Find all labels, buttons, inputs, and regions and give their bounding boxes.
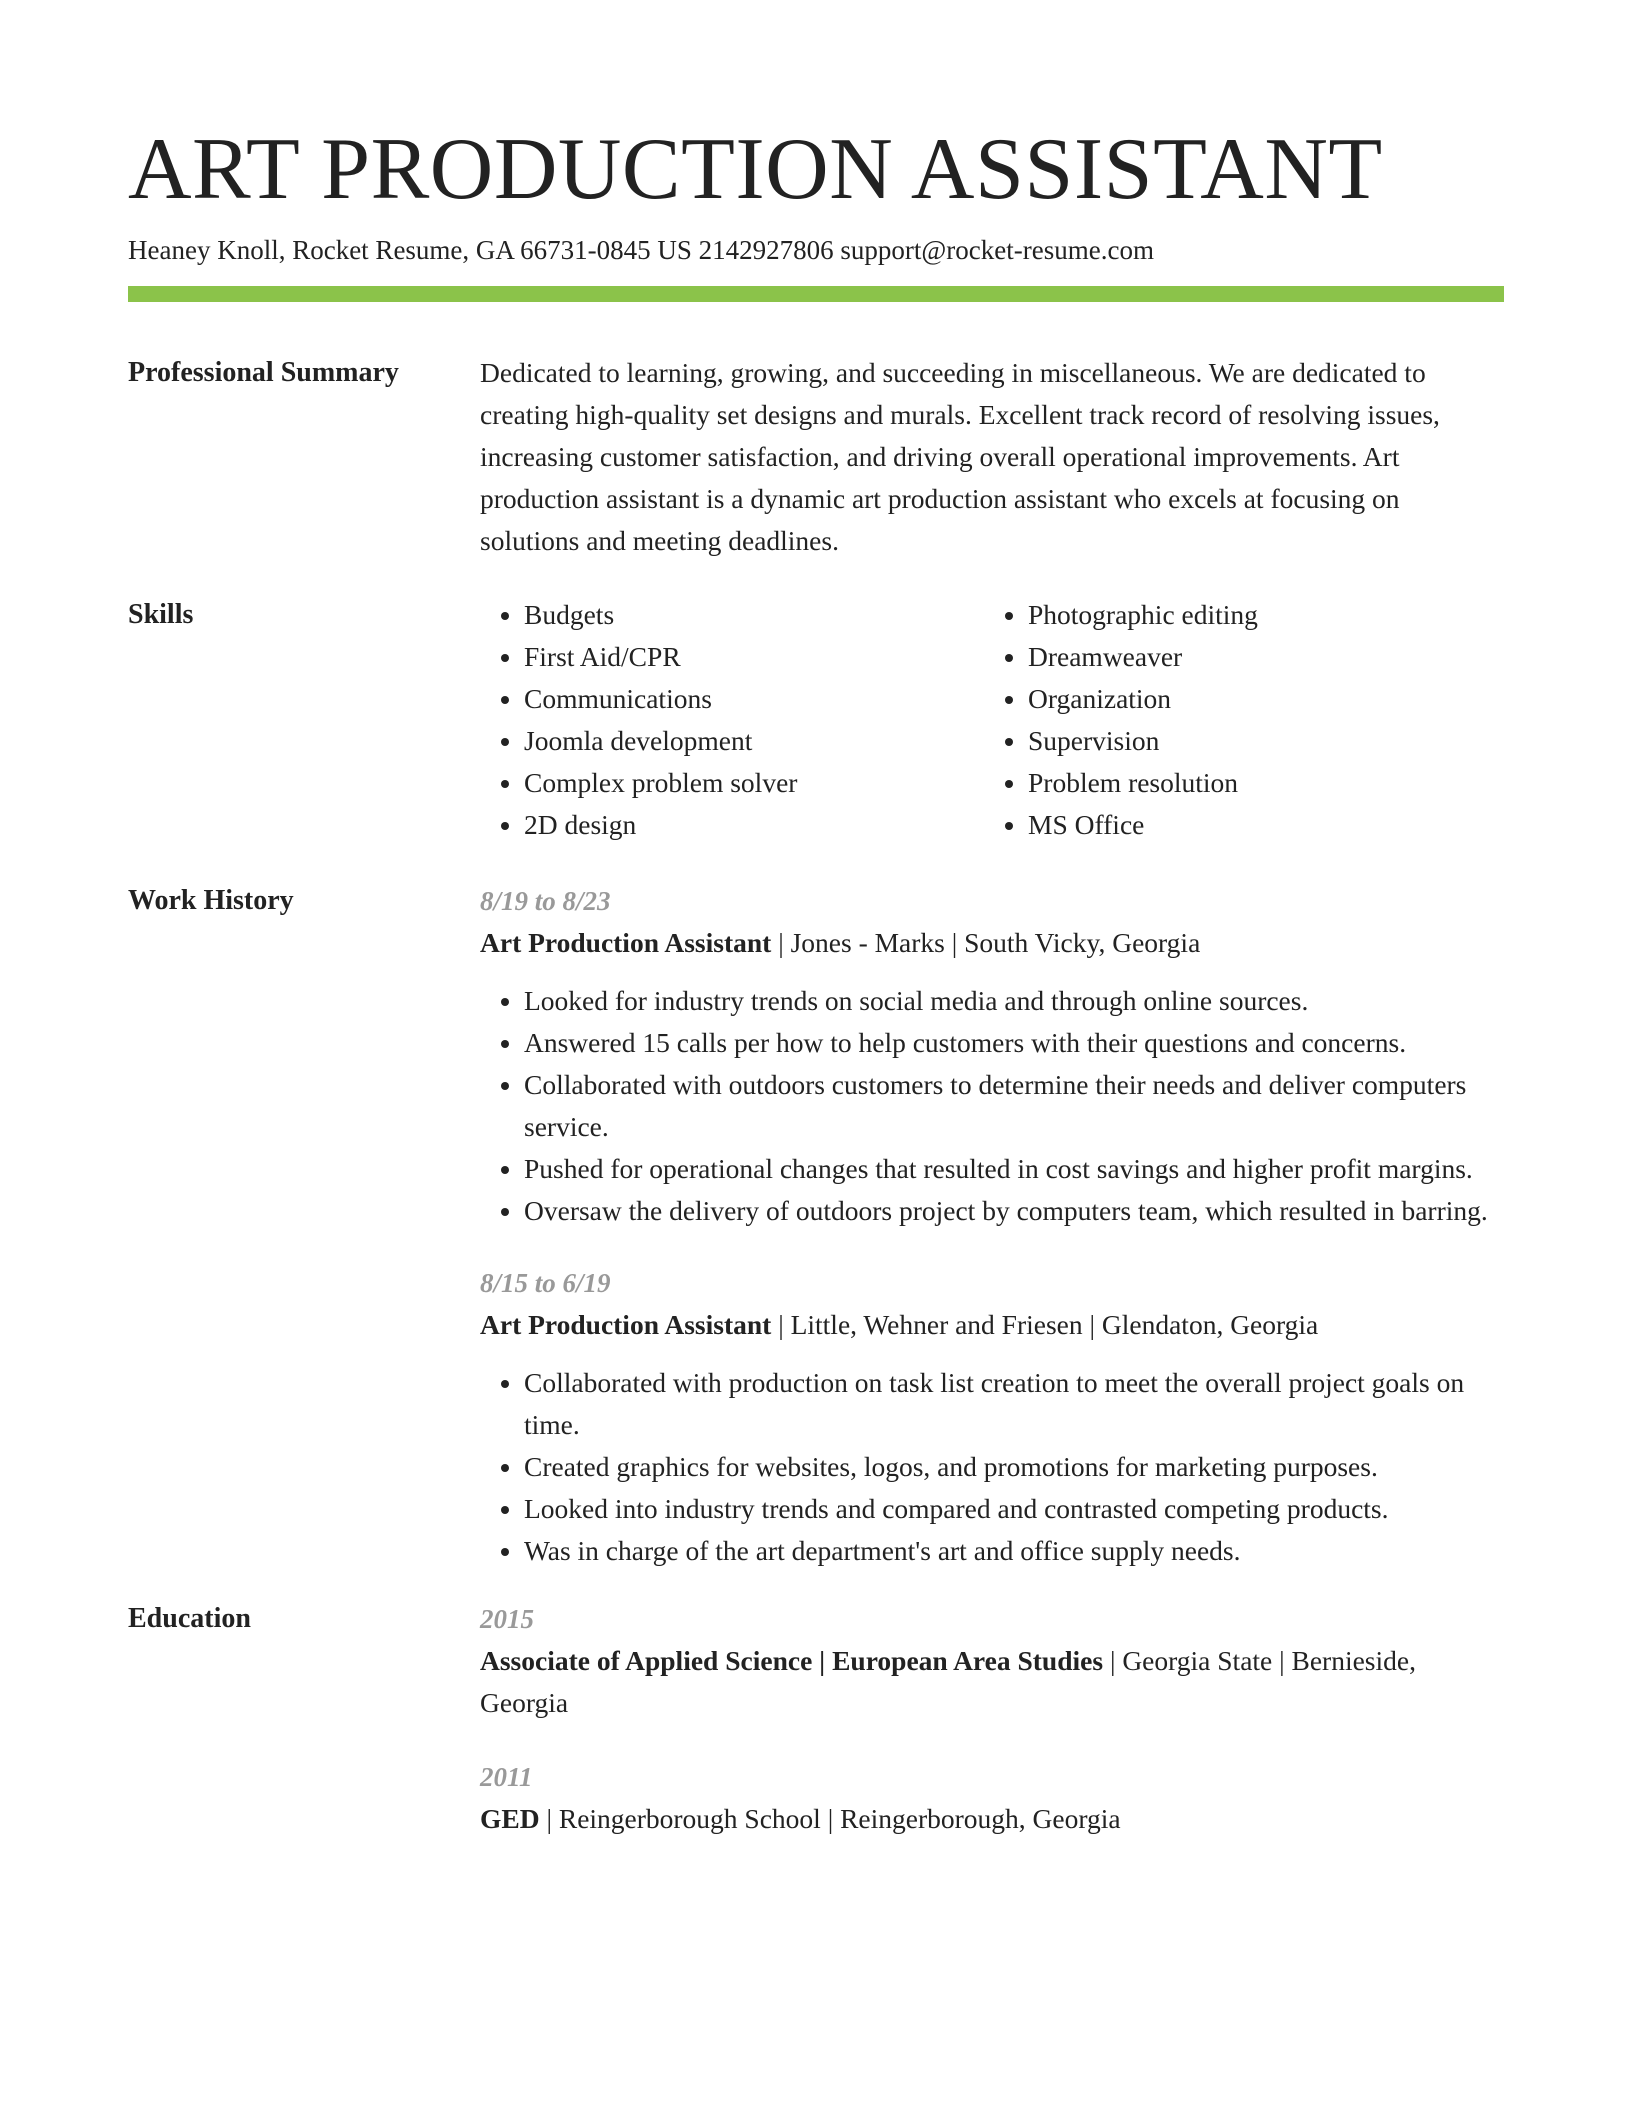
skill-item: • First Aid/CPR [524,636,984,678]
job-heading [480,1304,1504,1346]
skill-item: • Dreamweaver [1028,636,1488,678]
job-bullet: • Created graphics for websites, logos, and promotions for marketing purposes. [524,1446,1504,1488]
education-degree: GED [480,1803,540,1834]
skill-item: • Complex problem solver [524,762,984,804]
contact-line: Heaney Knoll, Rocket Resume, GA 66731-0845 US 2142927806 support@rocket-resume.com [128,235,1154,265]
skill-item: • Communications [524,678,984,720]
job-dates: 8/15 to 6/19 [480,1268,611,1298]
resume-page [128,0,1504,1840]
header-divider [128,286,1504,302]
education-school-location: | Reingerborough School | Reingerborough, Georgia [539,1803,1121,1834]
job-bullet: • Answered 15 calls per how to help customers with their questions and concerns. [524,1022,1504,1064]
skill-item: • Organization [1028,678,1488,720]
job-employer-location: | Little, Wehner and Friesen | Glendaton, Georgia [771,1309,1319,1340]
job-bullet: • Looked into industry trends and compared and contrasted competing products. [524,1488,1504,1530]
job-entry [480,880,1504,1232]
job-bullets [480,980,1504,1232]
resume-title: ART PRODUCTION ASSISTANT [128,121,1383,218]
education-degree: Associate of Applied Science | European Area Studies [480,1645,1104,1676]
job-title: Art Production Assistant [480,1309,772,1340]
skill-item: • 2D design [524,804,984,846]
education-section [128,1598,1504,1840]
job-bullet: • Looked for industry trends on social media and through online sources. [524,980,1504,1022]
skill-item: • Joomla development [524,720,984,762]
job-bullet: • Pushed for operational changes that resulted in cost savings and higher profit margins. [524,1148,1504,1190]
skill-item: • Budgets [524,594,984,636]
job-entry [480,1262,1504,1572]
job-employer-location: | Jones - Marks | South Vicky, Georgia [771,927,1201,958]
summary-label: Professional Summary [128,357,399,388]
skills-list-left [480,594,984,846]
skills-label: Skills [128,599,194,630]
work-history-section [128,880,1504,1572]
job-heading [480,922,1504,964]
job-bullet: • Collaborated with outdoors customers to determine their needs and deliver computers service. [524,1064,1504,1148]
job-title: Art Production Assistant [480,927,772,958]
job-bullet: • Oversaw the delivery of outdoors project by computers team, which resulted in barring. [524,1190,1504,1232]
job-dates: 8/19 to 8/23 [480,886,611,916]
education-label: Education [128,1603,251,1634]
job-bullet: • Collaborated with production on task list creation to meet the overall project goals on time. [524,1362,1504,1446]
education-year: 2015 [480,1604,534,1634]
skill-item: • Problem resolution [1028,762,1488,804]
work-history-label: Work History [128,885,294,916]
education-year: 2011 [480,1762,533,1792]
education-entry [480,1598,1504,1724]
education-heading [480,1640,1504,1724]
summary-text: Dedicated to learning, growing, and succeeding in miscellaneous. We are dedicated to creating high-quality set designs and murals. Excellent track record of resolving issues, increasing customer satisfaction, and driving overall operational improvements. Art production assistant is a dynamic art production assistant who excels at focusing on solutions and meeting deadlines. [480,357,1440,556]
skills-list-right [984,594,1488,846]
education-school-location: | Georgia State | Bernieside, Georgia [480,1645,1416,1718]
skills-section [128,594,1504,846]
skill-item: • Supervision [1028,720,1488,762]
job-bullets [480,1362,1504,1572]
education-heading [480,1798,1504,1840]
skill-item: • Photographic editing [1028,594,1488,636]
summary-section [128,352,1504,562]
education-entry [480,1756,1504,1840]
skill-item: • MS Office [1028,804,1488,846]
job-bullet: • Was in charge of the art department's art and office supply needs. [524,1530,1504,1572]
